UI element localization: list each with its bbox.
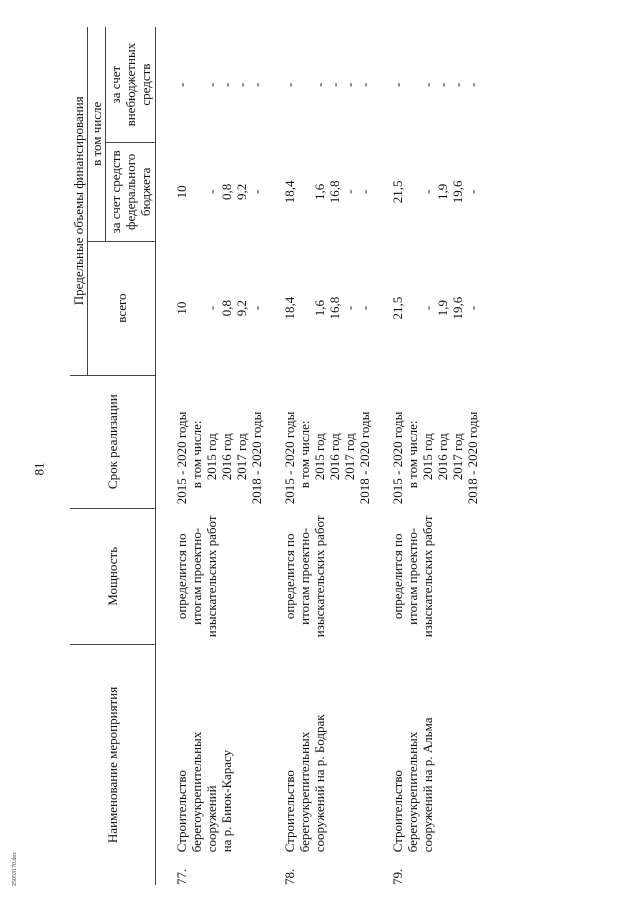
rotated-page-content <box>70 27 630 885</box>
table-row <box>386 27 480 885</box>
row-offbudget: - - - - - <box>174 82 264 88</box>
row-offbudget: - - - - - <box>282 82 372 88</box>
row-federal: 21,5 - 1,9 19,6 - <box>390 180 480 204</box>
header-including: в том числе <box>88 27 106 241</box>
row-name: Строительство берегоукрепительных сооружений на р. Бодрак <box>282 714 327 853</box>
row-capacity: определится по итогам проектно- изыскательских работ <box>174 515 219 638</box>
header-period: Срок реализации <box>70 375 156 508</box>
row-total: 10 - 0,8 9,2 - <box>174 299 264 317</box>
row-capacity: определится по итогам проектно- изыскательских работ <box>390 515 435 638</box>
header-offbudget: за счет внебюджетных средств <box>106 27 156 143</box>
page-number: 81 <box>31 462 47 476</box>
row-number: 77. <box>174 868 189 885</box>
document-code: 25053170.doc <box>12 851 18 886</box>
row-federal: 10 - 0,8 9,2 - <box>174 183 264 200</box>
table-row <box>278 27 372 885</box>
row-periods: 2015 - 2020 годы в том числе: 2015 год 2016 год 2017 год 2018 - 2020 годы <box>282 411 372 505</box>
header-name: Наименование мероприятия <box>70 644 156 885</box>
table-header <box>70 27 156 885</box>
table-row <box>170 27 264 885</box>
row-name: Строительство берегоукрепительных сооружений на р. Альма <box>390 717 435 853</box>
header-federal: за счет средств федерального бюджета <box>106 143 156 241</box>
header-total: всего <box>88 241 156 375</box>
row-capacity: определится по итогам проектно- изыскательских работ <box>282 515 327 638</box>
row-periods: 2015 - 2020 годы в том числе: 2015 год 2016 год 2017 год 2018 - 2020 годы <box>174 411 264 505</box>
row-number: 78. <box>282 868 297 885</box>
row-total: 21,5 - 1,9 19,6 - <box>390 296 480 320</box>
row-offbudget: - - - - - <box>390 82 480 88</box>
row-federal: 18,4 1,6 16,8 - - <box>282 180 372 204</box>
funding-table <box>70 27 480 885</box>
header-funding: Предельные объемы финансирования <box>70 27 88 375</box>
row-number: 79. <box>390 868 405 885</box>
row-total: 18,4 1,6 16,8 - - <box>282 296 372 320</box>
row-name: Строительство берегоукрепительных сооружений на р. Биюк-Карасу <box>174 731 234 853</box>
row-periods: 2015 - 2020 годы в том числе: 2015 год 2016 год 2017 год 2018 - 2020 годы <box>390 411 480 505</box>
header-capacity: Мощность <box>70 508 156 644</box>
